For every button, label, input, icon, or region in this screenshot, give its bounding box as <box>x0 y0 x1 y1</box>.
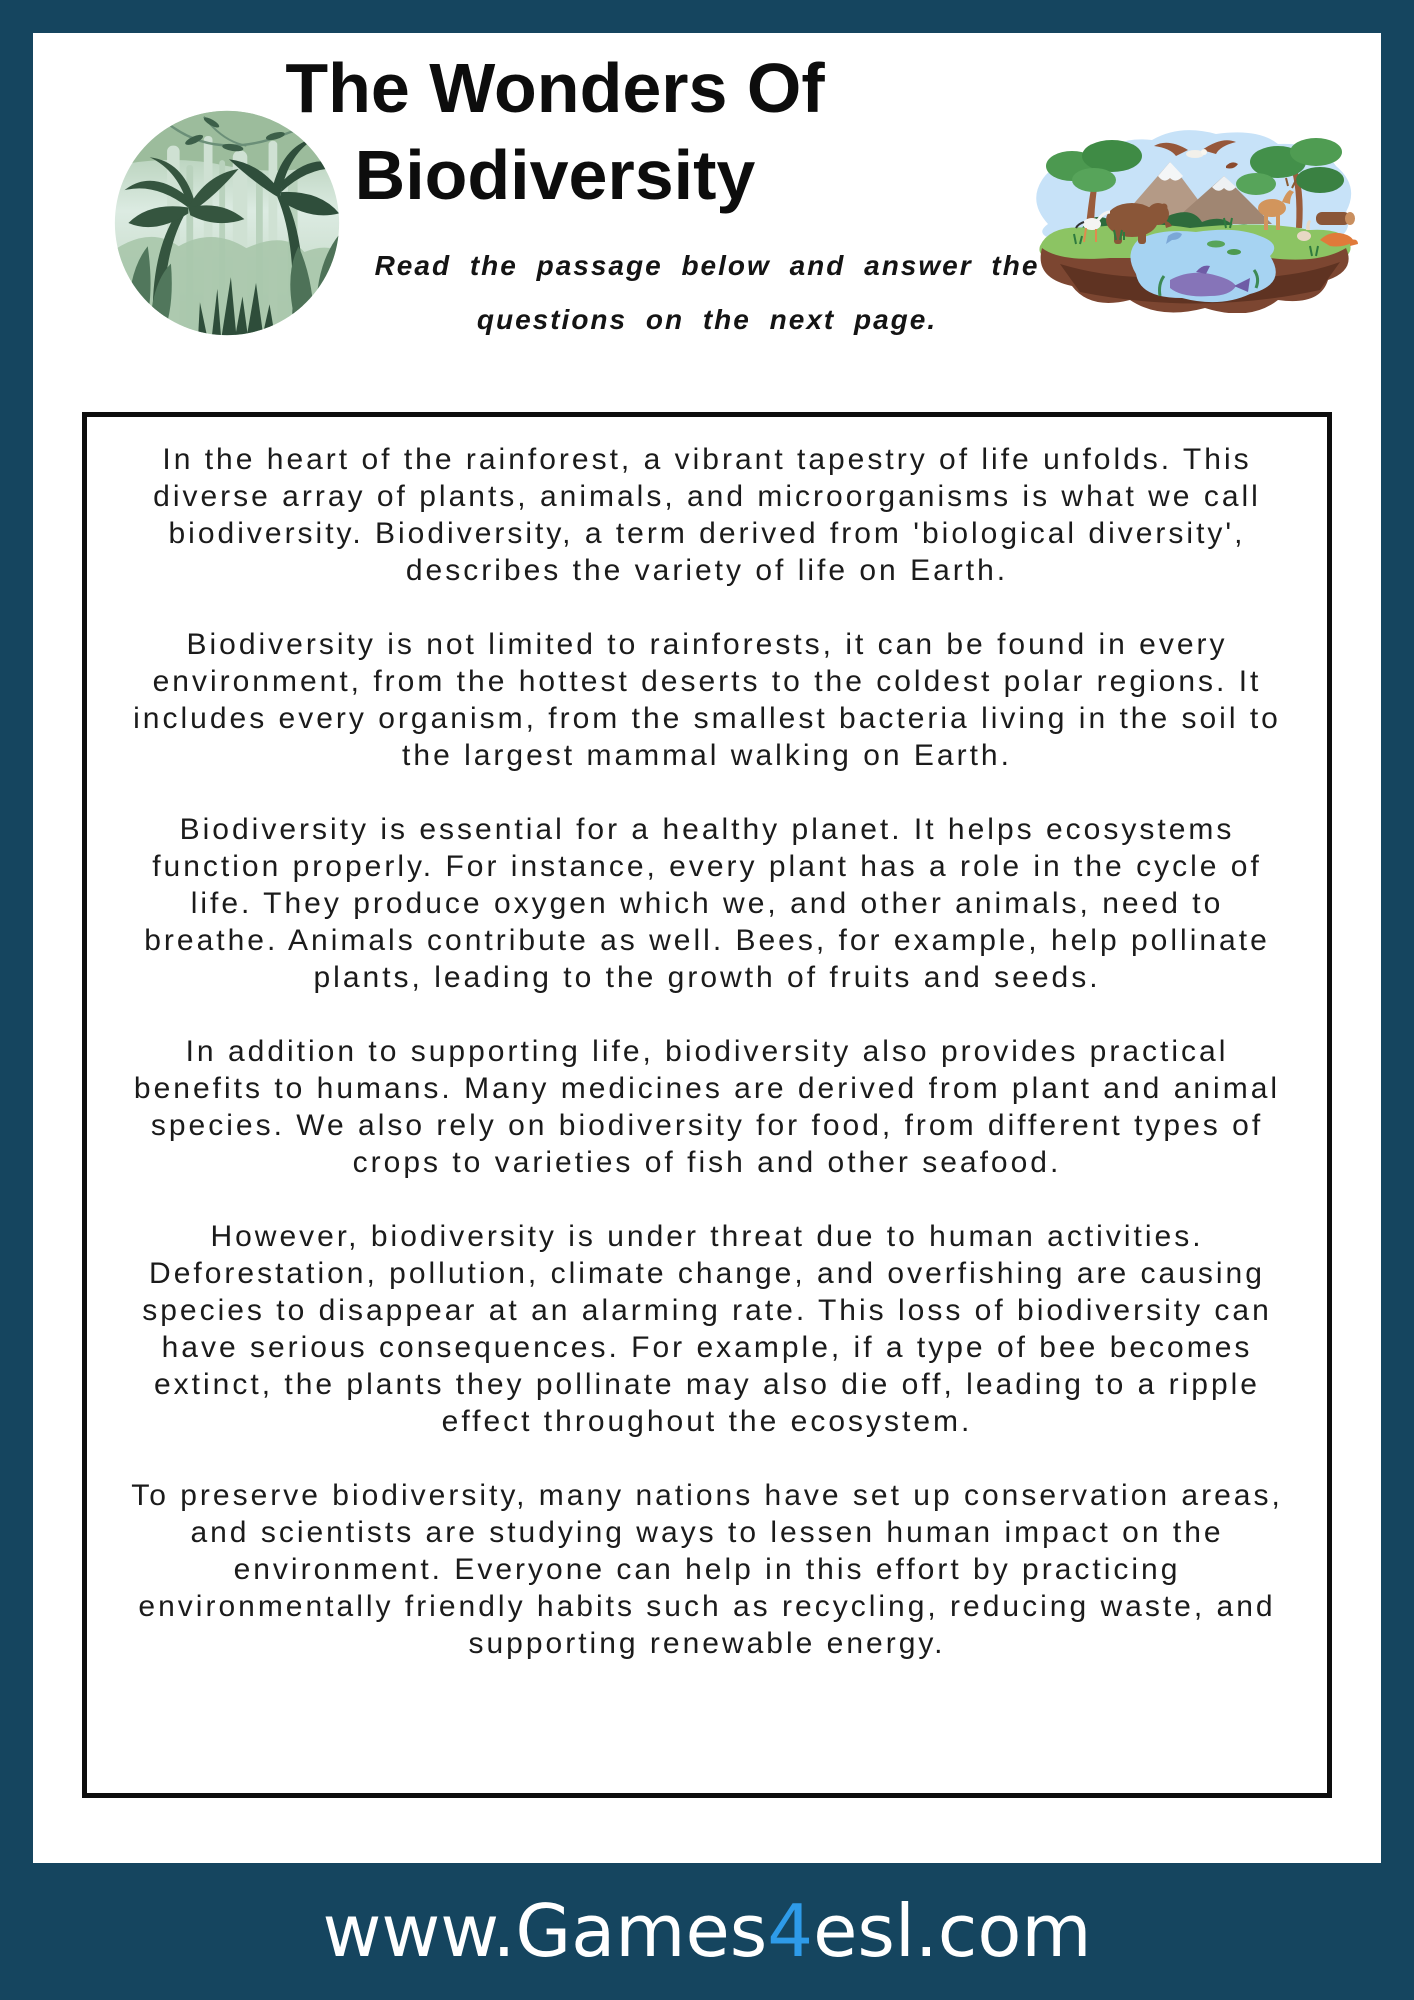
passage-paragraph: Biodiversity is not limited to rainforests, it can be found in every environment, from the hottest deserts to the coldest polar regions. It includes every organism, from the smallest bacteria living in the soil to the largest mammal walking on Earth. <box>133 628 1281 772</box>
instructions-line1: Read the passage below and answer the <box>374 250 1040 281</box>
worksheet-panel <box>33 33 1381 1863</box>
footer-url-number: 4 <box>767 1889 814 1973</box>
passage-paragraph: However, biodiversity is under threat due to human activities. Deforestation, pollution, climate change, and overfishing are causing species to disappear at an alarming rate. This loss of biodiversity can have serious consequences. For example, if a type of bee becomes extinct, the plants they pollinate may also die off, leading to a ripple effect throughout the ecosystem. <box>142 1220 1272 1438</box>
page-title-line2: Biodiversity <box>354 136 756 214</box>
passage-paragraph: In the heart of the rainforest, a vibrant tapestry of life unfolds. This diverse array of plants, animals, and microorganisms is what we call biodiversity. Biodiversity, a term derived from 'biological diversity', describes the variety of life on Earth. <box>153 443 1261 587</box>
passage-paragraph: In addition to supporting life, biodiversity also provides practical benefits to humans. Many medicines are derived from plant and animal species. We also rely on biodiversity for food, from different types of crops to varieties of fish and other seafood. <box>133 1035 1281 1179</box>
footer-url-suffix: esl.com <box>813 1889 1092 1973</box>
footer-banner <box>0 1863 1414 2000</box>
passage-paragraph: To preserve biodiversity, many nations have set up conservation areas, and scientists are studying ways to lessen human impact on the environment. Everyone can help in this effort by practicing environmentally friendly habits such as recycling, reducing waste, and supporting renewable energy. <box>131 1479 1283 1660</box>
page-title <box>160 45 950 219</box>
reading-passage-box <box>82 412 1332 1798</box>
instructions <box>33 239 1381 347</box>
passage-paragraph: Biodiversity is essential for a healthy planet. It helps ecosystems function properly. For instance, every plant has a role in the cycle of life. They produce oxygen which we, and other animals, need to breathe. Animals contribute as well. Bees, for example, help pollinate plants, leading to the growth of fruits and seeds. <box>144 813 1270 994</box>
page-title-line1: The Wonders Of <box>285 49 825 127</box>
footer-url-prefix: www.Games <box>322 1889 768 1973</box>
instructions-line2: questions on the next page. <box>476 304 938 335</box>
